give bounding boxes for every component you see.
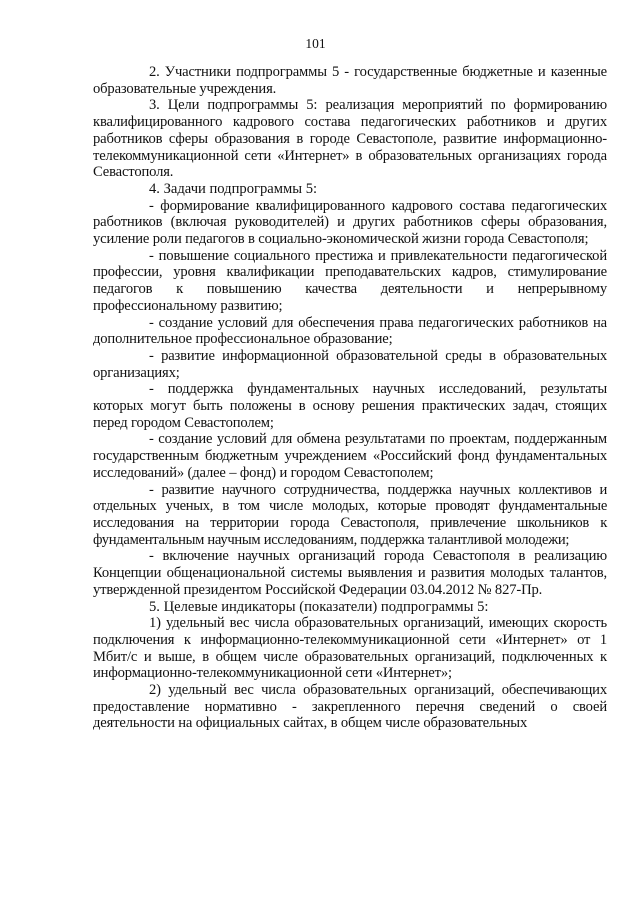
paragraph-tasks-heading: 4. Задачи подпрограммы 5: <box>149 180 318 197</box>
list-item-task: - создание условий для обмена результатами по проектам, поддержанным государственным бюджетным учреждением «Российский фонд фундаментальных исследований» (далее – фонд) и городом Севастополем; <box>93 431 607 481</box>
list-item-indicator: 2) удельный вес числа образовательных организаций, обеспечивающих предоставление нормативно - закрепленного перечня сведений о своей деятельности на официальных сайтах, в общем числе образовательных <box>93 682 607 732</box>
list-item-task: - создание условий для обеспечения права педагогических работников на дополнительное профессиональное образование; <box>93 314 607 348</box>
list-item-task: - поддержка фундаментальных научных исследований, результаты которых могут быть положены в основу решения практических задач, стоящих перед городом Севастополем; <box>93 381 607 431</box>
paragraph-participants: 2. Участники подпрограммы 5 - государственные бюджетные и казенные образовательные учреждения. <box>93 64 607 97</box>
list-item-task: - формирование квалифицированного кадрового состава педагогических работников (включая руководителей) и других работников сферы образования, усиление роли педагогов в социально-экономической жизни города Севастополя; <box>93 197 607 248</box>
paragraph-indicators-heading: 5. Целевые индикаторы (показатели) подпрограммы 5: <box>149 598 489 615</box>
list-item-task: - развитие информационной образовательной среды в образовательных организациях; <box>93 347 607 381</box>
document-body <box>93 64 607 732</box>
list-item-task: - повышение социального престижа и привлекательности педагогической профессии, уровня квалификации преподавательских кадров, стимулирование педагогов к повышению качества деятельности и непрерывному профессиональному развитию; <box>93 247 607 314</box>
paragraph-goals: 3. Цели подпрограммы 5: реализация мероприятий по формированию квалифицированного кадрового состава педагогических работников и других работников сферы образования в городе Севастополе, развитие информационно-телекоммуникационной сети «Интернет» в образовательных организациях города Севастополя. <box>93 97 607 181</box>
page-number: 101 <box>305 36 326 51</box>
list-item-task: - развитие научного сотрудничества, поддержка научных коллективов и отдельных ученых, в том числе молодых, которые проводят фундаментальные исследования на территории города Севастополя, привлечение школьников к фундаментальным научным исследованиям, поддержка талантливой молодежи; <box>93 481 607 548</box>
list-item-task: - включение научных организаций города Севастополя в реализацию Концепции общенациональной системы выявления и развития молодых талантов, утвержденной президентом Российской Федерации 03.04.2012 № 827-Пр. <box>93 548 607 598</box>
list-item-indicator: 1) удельный вес числа образовательных организаций, имеющих скорость подключения к информационно-телекоммуникационной сети «Интернет» от 1 Мбит/с и выше, в общем числе образовательных организаций, подключенных к информационно-телекоммуникационной сети «Интернет»; <box>93 615 607 682</box>
